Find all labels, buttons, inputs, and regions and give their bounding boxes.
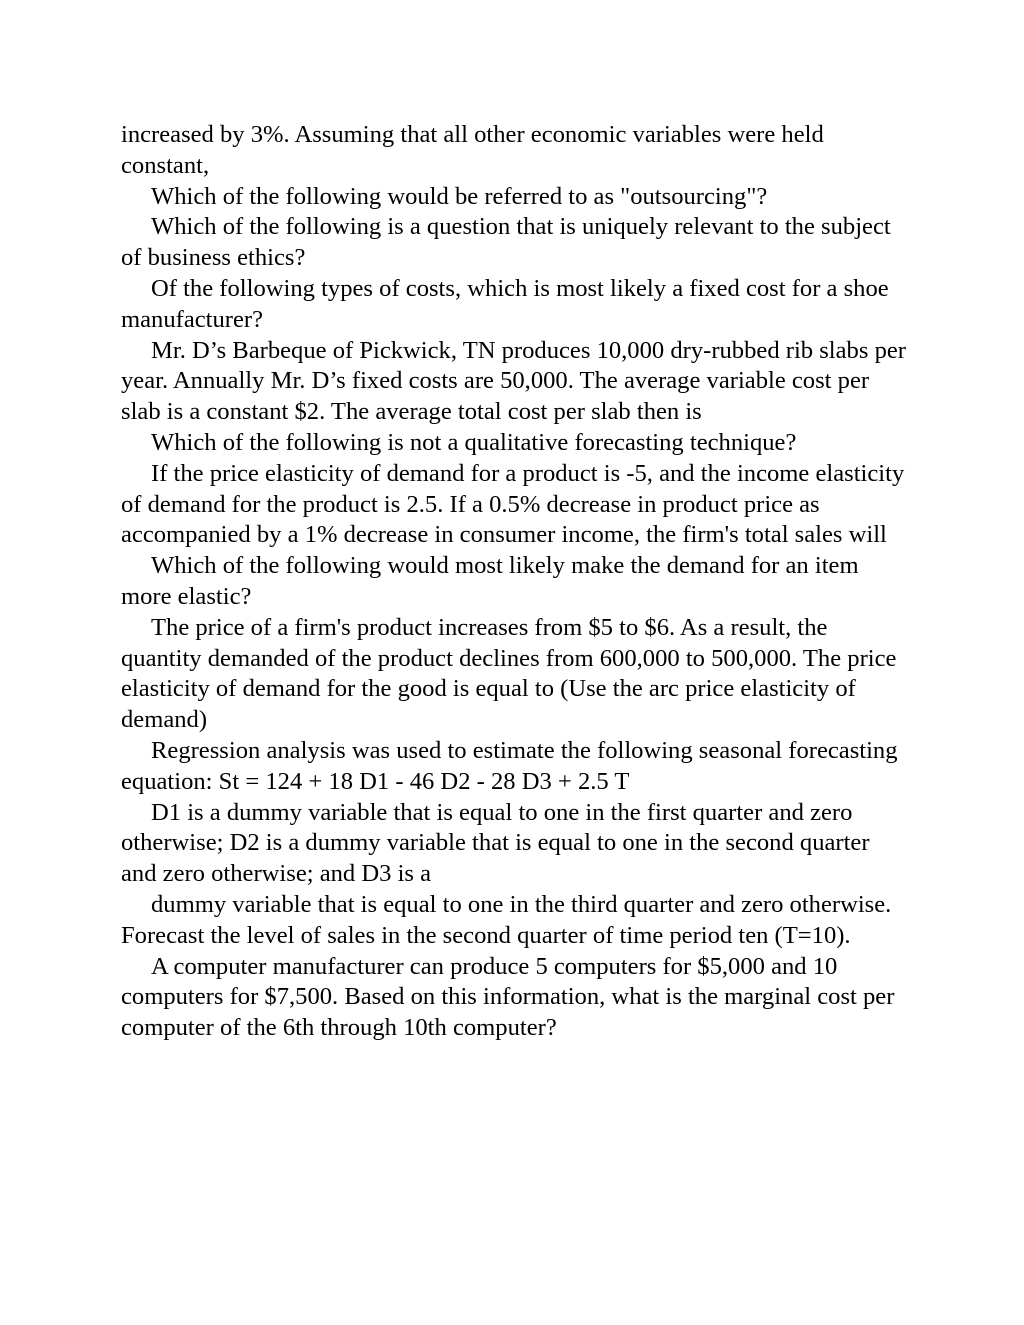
paragraph-forecast-sales: dummy variable that is equal to one in the third quarter and zero otherwise. Forecast the level of sales in the second quarter of time period ten (T=10). [121, 890, 892, 949]
paragraph-qualitative-forecasting: Which of the following is not a qualitative forecasting technique? [151, 428, 797, 456]
paragraph-constant: increased by 3%. Assuming that all other economic variables were held constant, [121, 121, 824, 179]
paragraph-more-elastic: Which of the following would most likely make the demand for an item more elastic? [121, 552, 859, 610]
paragraph-fixed-cost: Of the following types of costs, which is most likely a fixed cost for a shoe manufacturer? [121, 274, 889, 333]
document-page [121, 120, 911, 1044]
paragraph-business-ethics: Which of the following is a question that is uniquely relevant to the subject of business ethics? [121, 213, 891, 272]
paragraph-regression: Regression analysis was used to estimate the following seasonal forecasting equation: St = 124 + 18 D1 - 46 D2 - 28 D3 + 2.5 T [121, 736, 898, 795]
paragraph-barbeque: Mr. D’s Barbeque of Pickwick, TN produces 10,000 dry-rubbed rib slabs per year. Annually Mr. D’s fixed costs are 50,000. The average variable cost per slab is a constant $2. The average total cost per slab then is [121, 336, 906, 426]
paragraph-arc-elasticity: The price of a firm's product increases from $5 to $6. As a result, the quantity demanded of the product declines from 600,000 to 500,000. The price elasticity of demand for the good is equal to (Use the arc price elasticity of demand) [121, 613, 897, 734]
paragraph-price-elasticity: If the price elasticity of demand for a product is -5, and the income elasticity of demand for the product is 2.5. If a 0.5% decrease in product price as accompanied by a 1% decrease in consumer income, the firm's total sales will [121, 459, 905, 549]
paragraph-marginal-cost: A computer manufacturer can produce 5 computers for $5,000 and 10 computers for $7,500. Based on this information, what is the marginal cost per computer of the 6th through 10th computer? [121, 952, 895, 1042]
paragraph-dummy-variables: D1 is a dummy variable that is equal to one in the first quarter and zero otherwise; D2 is a dummy variable that is equal to one in the second quarter and zero otherwise; and D3 is a [121, 798, 870, 888]
paragraph-outsourcing: Which of the following would be referred to as "outsourcing"? [151, 182, 768, 210]
